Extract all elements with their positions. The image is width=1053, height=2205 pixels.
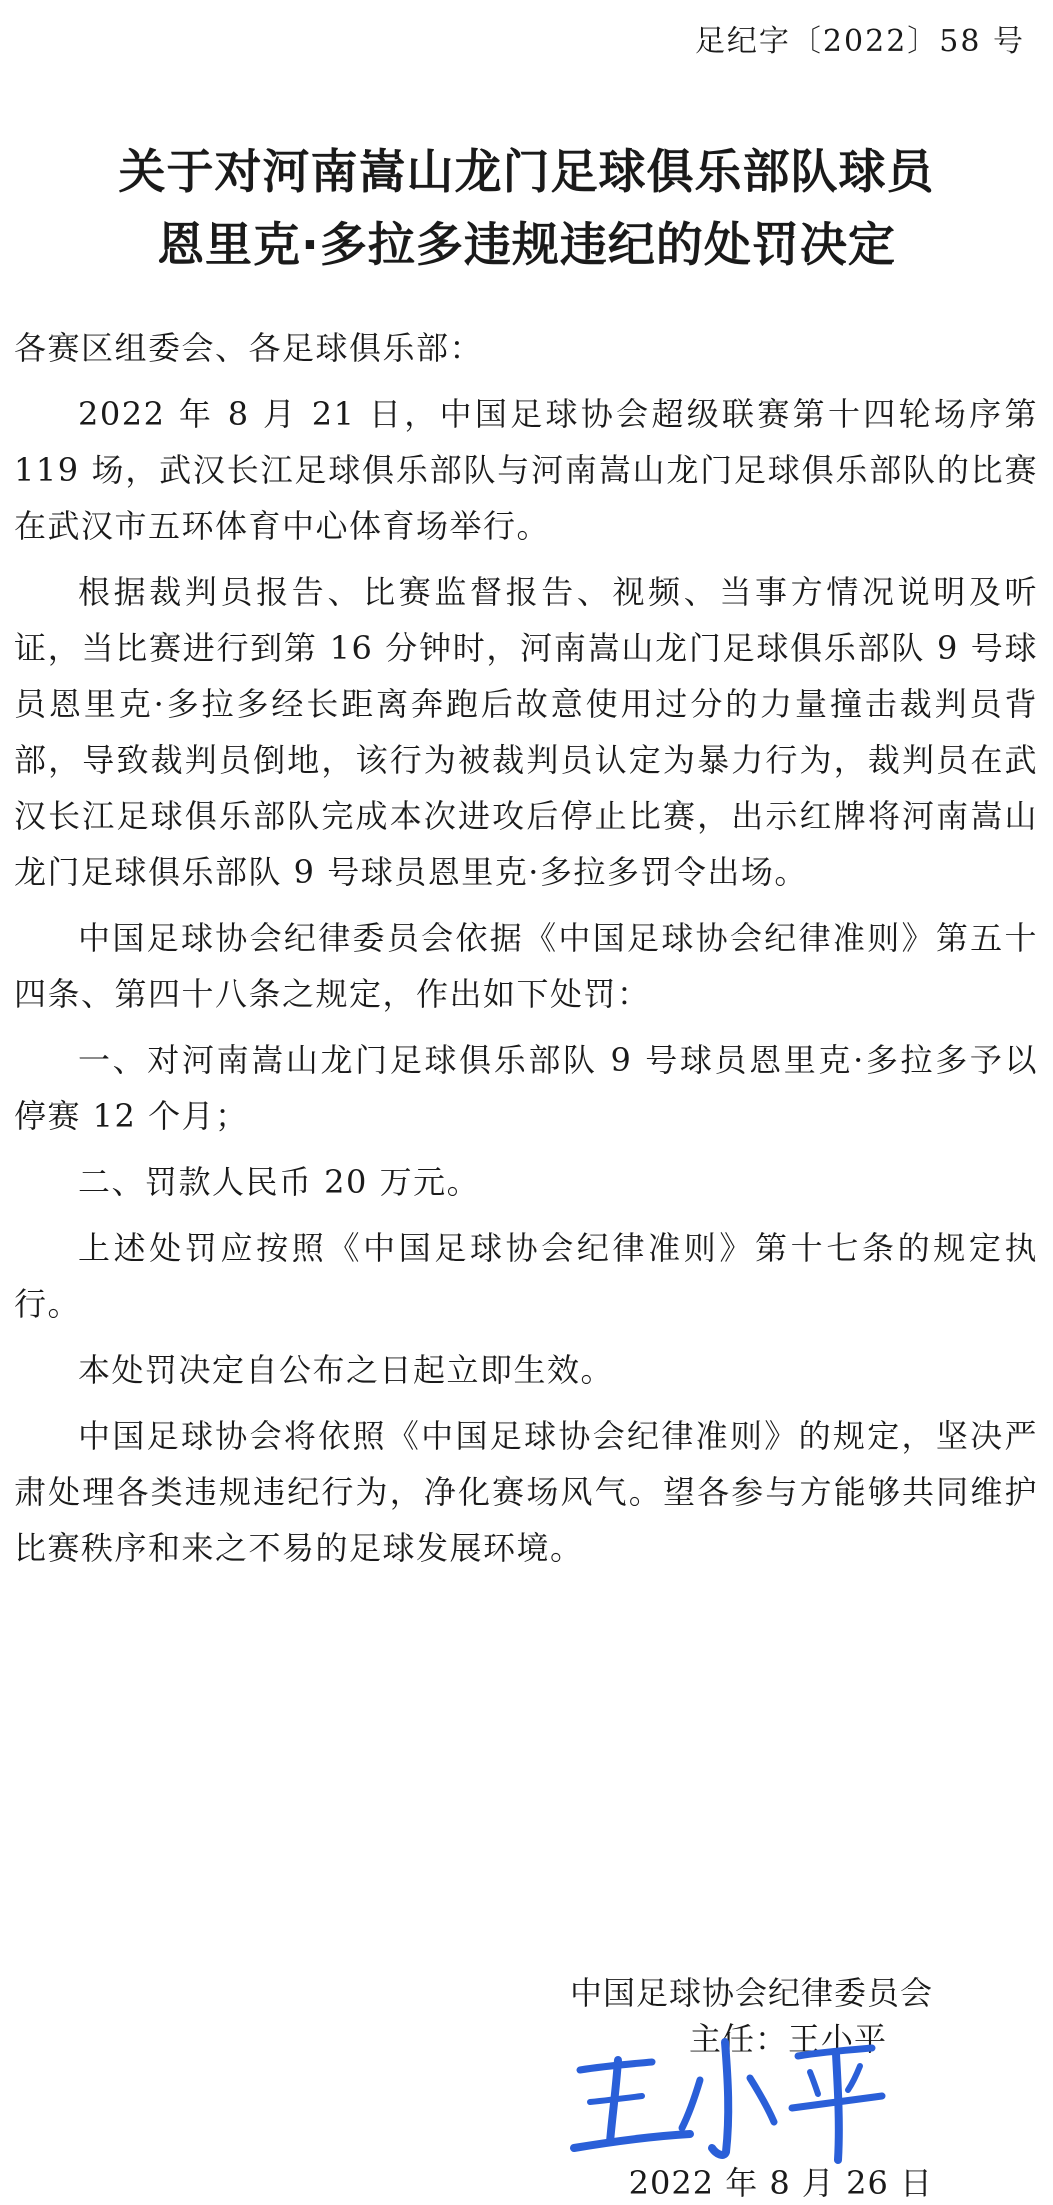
paragraph-execution: 上述处罚应按照《中国足球协会纪律准则》第十七条的规定执行。 — [14, 1229, 1038, 1323]
paragraph-closing: 中国足球协会将依照《中国足球协会纪律准则》的规定，坚决严肃处理各类违规违纪行为，净化赛场风气。望各参与方能够共同维护比赛秩序和来之不易的足球发展环境。 — [14, 1417, 1038, 1567]
document-body — [14, 320, 1038, 1586]
issue-date: 2022 年 8 月 26 日 — [628, 2164, 933, 2202]
document-number: 足纪字〔2022〕58 号 — [694, 24, 1025, 59]
paragraph-penalty-1: 一、对河南嵩山龙门足球俱乐部队 9 号球员恩里克·多拉多予以停赛 12 个月； — [14, 1041, 1038, 1135]
signature-stroke — [682, 2080, 700, 2128]
issuer-name: 中国足球协会纪律委员会 — [569, 1974, 933, 2012]
signature-stroke — [810, 2072, 818, 2094]
handwritten-signature — [560, 2030, 890, 2165]
signature-strokes — [574, 2042, 882, 2160]
paragraph-penalty-2: 二、罚款人民币 20 万元。 — [78, 1163, 481, 1201]
title-line-2: 恩里克·多拉多违规违纪的处罚决定 — [157, 218, 896, 273]
signature-stroke — [750, 2078, 774, 2122]
signature-stroke — [712, 2042, 728, 2155]
paragraph-basis: 中国足球协会纪律委员会依据《中国足球协会纪律准则》第五十四条、第四十八条之规定，作出如下处罚： — [14, 919, 1038, 1013]
document-title — [0, 136, 1053, 282]
signature-stroke — [836, 2054, 839, 2160]
signer-title: 主任：王小平 — [688, 2020, 887, 2058]
signature-stroke — [848, 2066, 860, 2090]
paragraph-match-info: 2022 年 8 月 21 日，中国足球协会超级联赛第十四轮场序第 119 场，武汉长江足球俱乐部队与河南嵩山龙门足球俱乐部队的比赛在武汉市五环体育中心体育场举行。 — [14, 395, 1038, 545]
title-line-1: 关于对河南嵩山龙门足球俱乐部队球员 — [118, 145, 935, 200]
signature-stroke — [574, 2134, 690, 2148]
signature-stroke — [590, 2096, 642, 2102]
paragraph-incident: 根据裁判员报告、比赛监督报告、视频、当事方情况说明及听证，当比赛进行到第 16 分钟时，河南嵩山龙门足球俱乐部队 9 号球员恩里克·多拉多经长距离奔跑后故意使用过分的力量撞击裁判员背部，导致裁判员倒地，该行为被裁判员认定为暴力行为，裁判员在武汉长江足球俱乐部队完成本次进攻后停止比赛，出示红牌将河南嵩山龙门足球俱乐部队 9 号球员恩里克·多拉多罚令出场。 — [14, 573, 1038, 891]
paragraph-effective: 本处罚决定自公布之日起立即生效。 — [78, 1351, 615, 1389]
salutation: 各赛区组委会、各足球俱乐部： — [14, 329, 484, 367]
